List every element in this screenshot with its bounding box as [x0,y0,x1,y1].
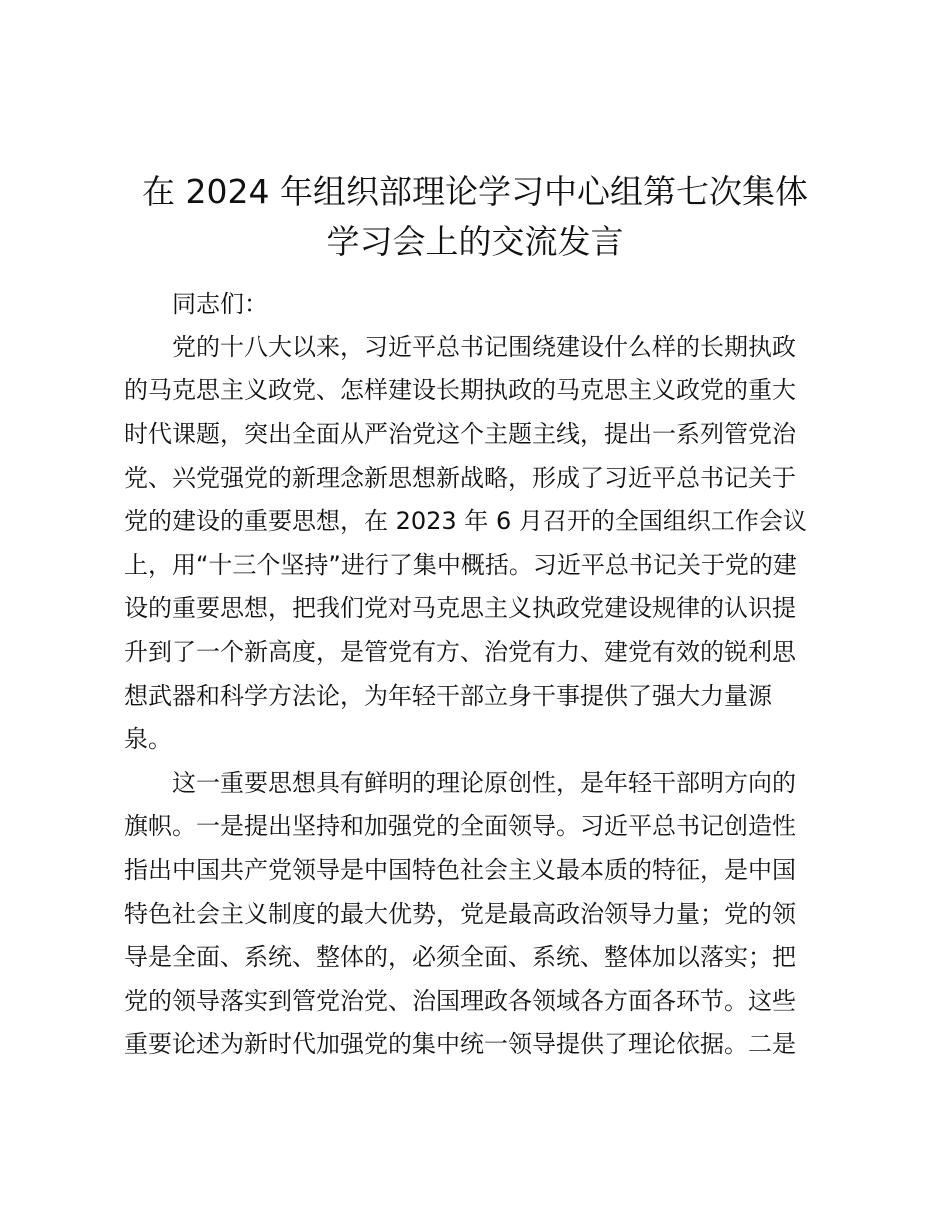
paragraph-2-line-4: 特色社会主义制度的最大优势，党是最高政治领导力量；党的领 [124,900,796,928]
paragraph-1-line-3: 时代课题，突出全面从严治党这个主题主线，提出一系列管党治 [124,420,796,448]
paragraph-1-line-7: 设的重要思想，把我们党对马克思主义执政党建设规律的认识提 [124,594,796,622]
paragraph-1-line-10: 泉。 [124,725,172,753]
document-title-line-2: 学习会上的交流发言 [326,222,624,261]
paragraph-1-line-5: 党的建设的重要思想，在 2023 年 6 月召开的全国组织工作会议 [124,507,807,535]
paragraph-2-line-1: 这一重要思想具有鲜明的理论原创性，是年轻干部明方向的 [172,769,796,797]
paragraph-2-line-5: 导是全面、系统、整体的，必须全面、系统、整体加以落实；把 [124,943,796,971]
paragraph-1-line-6: 上，用“十三个坚持”进行了集中概括。习近平总书记关于党的建 [124,551,797,579]
document-title-line-1: 在 2024 年组织部理论学习中心组第七次集体 [142,172,808,211]
salutation: 同志们： [172,290,268,318]
paragraph-1-line-4: 党、兴党强党的新理念新思想新战略，形成了习近平总书记关于 [124,464,796,492]
paragraph-1-line-1: 党的十八大以来，习近平总书记围绕建设什么样的长期执政 [172,333,796,361]
paragraph-1-line-9: 想武器和科学方法论，为年轻干部立身干事提供了强大力量源 [124,682,772,710]
paragraph-2-line-7: 重要论述为新时代加强党的集中统一领导提供了理论依据。二是 [124,1030,796,1058]
paragraph-1-line-2: 的马克思主义政党、怎样建设长期执政的马克思主义政党的重大 [124,376,796,404]
paragraph-2-line-2: 旗帜。一是提出坚持和加强党的全面领导。习近平总书记创造性 [124,812,796,840]
paragraph-2-line-3: 指出中国共产党领导是中国特色社会主义最本质的特征，是中国 [124,856,796,884]
paragraph-2-line-6: 党的领导落实到管党治党、治国理政各领域各方面各环节。这些 [124,987,796,1015]
paragraph-1-line-8: 升到了一个新高度，是管党有方、治党有力、建党有效的锐利思 [124,638,796,666]
